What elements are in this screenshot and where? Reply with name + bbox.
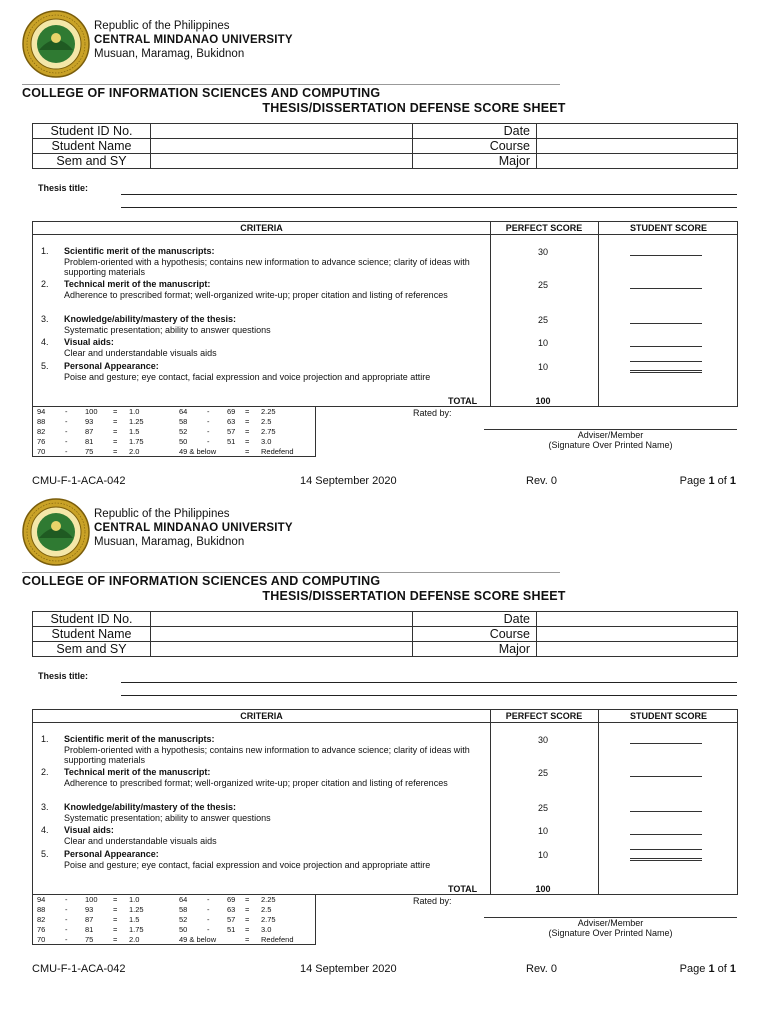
student-score-line[interactable] [630, 372, 702, 373]
college-name: COLLEGE OF INFORMATION SCIENCES AND COMPUTING [22, 574, 381, 588]
student-score-line[interactable] [630, 743, 702, 744]
grading-equals: = [245, 915, 250, 924]
grading-equals: = [245, 437, 250, 446]
form-code: CMU-F-1-ACA-042 [32, 963, 126, 975]
university-seal-icon [22, 10, 90, 78]
grading-range-high: 57 [227, 915, 236, 924]
grading-equals: = [113, 925, 118, 934]
page-total: 1 [729, 475, 736, 487]
major-label: Major [413, 154, 537, 169]
student-score-line[interactable] [630, 811, 702, 812]
thesis-title-line[interactable] [121, 695, 737, 696]
grading-dash: - [65, 905, 68, 914]
grading-range-low: 88 [37, 417, 46, 426]
criterion-description: Systematic presentation; ability to answer questions [64, 813, 271, 823]
grading-row [33, 437, 317, 447]
grading-range-high: 87 [85, 427, 94, 436]
republic-text: Republic of the Philippines [94, 508, 230, 520]
column-divider [490, 222, 491, 406]
criterion-title: Scientific merit of the manuscripts: [64, 246, 215, 256]
grading-grade: 1.75 [129, 925, 144, 934]
grading-range-low: 58 [179, 417, 188, 426]
student-score-header: STUDENT SCORE [629, 711, 707, 721]
grading-range-low: 50 [179, 437, 188, 446]
header-divider [33, 722, 737, 723]
student-info-table [32, 611, 738, 657]
grading-dash: - [65, 915, 68, 924]
criterion-title: Visual aids: [64, 337, 114, 347]
grading-dash: - [65, 925, 68, 934]
grading-range-low: 50 [179, 925, 188, 934]
criteria-table [32, 709, 738, 895]
grading-dash: - [65, 437, 68, 446]
grading-equals: = [113, 447, 118, 456]
criterion-number: 1. [41, 734, 49, 744]
criteria-header: CRITERIA [240, 711, 283, 721]
grading-grade: Redefend [261, 935, 294, 944]
criterion-description: Clear and understandable visuals aids [64, 348, 217, 358]
criterion-description: Adherence to prescribed format; well-organized write-up; proper citation and listing of references [64, 778, 448, 788]
of-word: of [717, 475, 727, 487]
grading-range-high: 93 [85, 417, 94, 426]
grading-row [33, 935, 317, 945]
grading-equals: = [113, 417, 118, 426]
college-name: COLLEGE OF INFORMATION SCIENCES AND COMPUTING [22, 86, 381, 100]
grading-equals: = [245, 417, 250, 426]
grading-row [33, 925, 317, 935]
rated-by-label: Rated by: [413, 408, 452, 418]
grading-grade: 2.75 [261, 427, 276, 436]
perfect-score-value: 30 [537, 247, 548, 257]
grading-row [33, 417, 317, 427]
criterion-number: 4. [41, 337, 49, 347]
sheet-title: THESIS/DISSERTATION DEFENSE SCORE SHEET [262, 101, 566, 115]
student-id-label: Student ID No. [33, 612, 151, 627]
course-label: Course [413, 627, 537, 642]
student-name-field[interactable] [151, 139, 413, 154]
grading-grade: 2.0 [129, 935, 140, 944]
grading-range-high: 51 [227, 925, 236, 934]
adviser-label: Adviser/Member [577, 430, 644, 440]
sem-sy-field[interactable] [151, 642, 413, 657]
criterion-number: 5. [41, 849, 49, 859]
grading-equals: = [245, 895, 250, 904]
perfect-score-value: 25 [537, 280, 548, 290]
grading-row [33, 895, 317, 905]
score-sheet [0, 0, 768, 488]
student-id-field[interactable] [151, 612, 413, 627]
student-id-label: Student ID No. [33, 124, 151, 139]
score-sheet [0, 488, 768, 976]
student-score-header: STUDENT SCORE [629, 223, 707, 233]
grading-range-low: 70 [37, 935, 46, 944]
grading-dash: - [65, 447, 68, 456]
grading-dash: - [207, 925, 210, 934]
grading-dash: - [207, 895, 210, 904]
sem-sy-label: Sem and SY [33, 154, 151, 169]
student-score-line[interactable] [630, 849, 702, 850]
grading-row [33, 915, 317, 925]
grading-grade: 1.0 [129, 407, 140, 416]
student-name-field[interactable] [151, 627, 413, 642]
grading-equals: = [245, 407, 250, 416]
grading-grade: 3.0 [261, 925, 272, 934]
criterion-title: Technical merit of the manuscript: [64, 767, 211, 777]
criterion-description: Clear and understandable visuals aids [64, 836, 217, 846]
signature-caption [484, 430, 737, 450]
student-score-line[interactable] [630, 255, 702, 256]
criterion-description: Problem-oriented with a hypothesis; contains new information to advance science; clarity of ideas with supporting materials [64, 257, 470, 277]
grading-row [33, 427, 317, 437]
grading-equals: = [245, 925, 250, 934]
university-address: Musuan, Maramag, Bukidnon [94, 48, 245, 60]
form-date: 14 September 2020 [300, 475, 397, 487]
header-rule [22, 84, 560, 85]
grading-grade: 2.75 [261, 915, 276, 924]
university-block [94, 19, 293, 61]
criterion-description: Poise and gesture; eye contact, facial expression and voice projection and appropriate attire [64, 372, 431, 382]
student-score-line[interactable] [630, 288, 702, 289]
grading-row [33, 447, 317, 457]
perfect-score-value: 10 [537, 362, 548, 372]
student-score-line[interactable] [630, 361, 702, 362]
grading-range-high: 69 [227, 407, 236, 416]
thesis-title-label: Thesis title: [38, 183, 89, 193]
grading-range-low: 94 [37, 895, 46, 904]
criterion-title: Technical merit of the manuscript: [64, 279, 211, 289]
grading-range-high: 57 [227, 427, 236, 436]
grading-row [33, 407, 317, 417]
grading-range-high: 100 [85, 407, 98, 416]
header-divider [33, 234, 737, 235]
date-label: Date [413, 124, 537, 139]
major-label: Major [413, 642, 537, 657]
grading-range-low: 94 [37, 407, 46, 416]
major-field[interactable] [537, 642, 738, 657]
criterion-number: 3. [41, 802, 49, 812]
perfect-score-value: 10 [537, 338, 548, 348]
grading-grade: Redefend [261, 447, 294, 456]
grading-dash: - [65, 417, 68, 426]
grading-grade: 1.25 [129, 417, 144, 426]
criteria-table [32, 221, 738, 407]
column-divider [598, 710, 599, 894]
grading-row [33, 905, 317, 915]
grading-grade: 1.5 [129, 915, 140, 924]
total-label: TOTAL [448, 396, 478, 406]
grading-range-high: 93 [85, 905, 94, 914]
total-value: 100 [535, 884, 551, 894]
grading-dash: - [65, 935, 68, 944]
signature-label: (Signature Over Printed Name) [548, 440, 673, 450]
form-revision: Rev. 0 [526, 963, 557, 975]
perfect-score-value: 10 [537, 850, 548, 860]
grading-equals: = [113, 407, 118, 416]
grading-dash: - [207, 905, 210, 914]
university-block [94, 507, 293, 549]
grading-dash: - [65, 895, 68, 904]
grading-range-high: 100 [85, 895, 98, 904]
grading-dash: - [65, 407, 68, 416]
thesis-title-line[interactable] [121, 682, 737, 683]
grading-range-low: 58 [179, 905, 188, 914]
grading-range-low: 64 [179, 895, 188, 904]
adviser-label: Adviser/Member [577, 918, 644, 928]
perfect-score-header: PERFECT SCORE [505, 711, 583, 721]
grading-grade: 1.5 [129, 427, 140, 436]
signature-label: (Signature Over Printed Name) [548, 928, 673, 938]
form-revision: Rev. 0 [526, 475, 557, 487]
grading-equals: = [245, 935, 250, 944]
criterion-description: Systematic presentation; ability to answer questions [64, 325, 271, 335]
grading-grade: 2.25 [261, 895, 276, 904]
sem-sy-label: Sem and SY [33, 642, 151, 657]
grading-range-low: 76 [37, 437, 46, 446]
grading-range-high: 63 [227, 417, 236, 426]
criterion-description: Poise and gesture; eye contact, facial expression and voice projection and appropriate attire [64, 860, 431, 870]
total-label: TOTAL [448, 884, 478, 894]
form-date: 14 September 2020 [300, 963, 397, 975]
criteria-header: CRITERIA [240, 223, 283, 233]
criterion-description: Adherence to prescribed format; well-organized write-up; proper citation and listing of references [64, 290, 448, 300]
grading-grade: 1.0 [129, 895, 140, 904]
student-score-line[interactable] [630, 858, 702, 859]
date-label: Date [413, 612, 537, 627]
rated-by-label: Rated by: [413, 896, 452, 906]
grading-range-low: 52 [179, 915, 188, 924]
criterion-title: Personal Appearance: [64, 361, 159, 371]
grading-range-high: 69 [227, 895, 236, 904]
grading-equals: = [113, 905, 118, 914]
grading-range-high: 75 [85, 447, 94, 456]
student-score-line[interactable] [630, 834, 702, 835]
grading-range-low: 88 [37, 905, 46, 914]
column-divider [490, 710, 491, 894]
sheet-title: THESIS/DISSERTATION DEFENSE SCORE SHEET [262, 589, 566, 603]
column-divider [598, 222, 599, 406]
criterion-number: 4. [41, 825, 49, 835]
grading-grade: 1.25 [129, 905, 144, 914]
of-word: of [717, 963, 727, 975]
thesis-title-line[interactable] [121, 207, 737, 208]
criterion-number: 2. [41, 279, 49, 289]
grading-range-high: 51 [227, 437, 236, 446]
grading-range-high: 87 [85, 915, 94, 924]
grading-dash: - [207, 417, 210, 426]
total-value: 100 [535, 396, 551, 406]
grading-grade: 2.0 [129, 447, 140, 456]
grading-grade: 2.25 [261, 407, 276, 416]
grading-dash: - [207, 427, 210, 436]
university-name: CENTRAL MINDANAO UNIVERSITY [94, 34, 293, 46]
criterion-title: Scientific merit of the manuscripts: [64, 734, 215, 744]
student-id-field[interactable] [151, 124, 413, 139]
grading-range-low: 52 [179, 427, 188, 436]
grading-equals: = [113, 935, 118, 944]
grading-equals: = [245, 447, 250, 456]
student-score-line[interactable] [630, 860, 702, 861]
grading-range-low: 82 [37, 427, 46, 436]
criterion-title: Knowledge/ability/mastery of the thesis: [64, 314, 237, 324]
header-rule [22, 572, 560, 573]
perfect-score-value: 10 [537, 826, 548, 836]
sem-sy-field[interactable] [151, 154, 413, 169]
date-field[interactable] [537, 124, 738, 139]
student-score-line[interactable] [630, 346, 702, 347]
university-name: CENTRAL MINDANAO UNIVERSITY [94, 522, 293, 534]
page-indicator [680, 963, 736, 975]
criterion-number: 1. [41, 246, 49, 256]
page-word: Page [679, 963, 706, 975]
page-indicator [680, 475, 736, 487]
grading-range-high: 81 [85, 437, 94, 446]
perfect-score-value: 25 [537, 768, 548, 778]
grading-equals: = [245, 427, 250, 436]
student-info-table [32, 123, 738, 169]
grading-range-low: 70 [37, 447, 46, 456]
grading-grade: 2.5 [261, 905, 272, 914]
grading-range-high: 63 [227, 905, 236, 914]
criterion-description: Problem-oriented with a hypothesis; contains new information to advance science; clarity of ideas with supporting materials [64, 745, 470, 765]
major-field[interactable] [537, 154, 738, 169]
course-label: Course [413, 139, 537, 154]
grading-equals: = [113, 427, 118, 436]
signature-caption [484, 918, 737, 938]
student-name-label: Student Name [33, 627, 151, 642]
grading-dash: - [65, 427, 68, 436]
grading-range-low: 76 [37, 925, 46, 934]
perfect-score-header: PERFECT SCORE [505, 223, 583, 233]
student-score-line[interactable] [630, 776, 702, 777]
page-number: 1 [708, 475, 715, 487]
perfect-score-value: 25 [537, 803, 548, 813]
page-number: 1 [708, 963, 715, 975]
perfect-score-value: 25 [537, 315, 548, 325]
criterion-title: Visual aids: [64, 825, 114, 835]
criterion-number: 3. [41, 314, 49, 324]
form-code: CMU-F-1-ACA-042 [32, 475, 126, 487]
grading-range-low: 49 & below [179, 447, 217, 456]
criterion-number: 2. [41, 767, 49, 777]
perfect-score-value: 30 [537, 735, 548, 745]
criterion-title: Personal Appearance: [64, 849, 159, 859]
grading-range-low: 49 & below [179, 935, 217, 944]
grading-equals: = [113, 895, 118, 904]
student-score-line[interactable] [630, 323, 702, 324]
republic-text: Republic of the Philippines [94, 20, 230, 32]
student-score-line[interactable] [630, 370, 702, 371]
grading-grade: 2.5 [261, 417, 272, 426]
thesis-title-line[interactable] [121, 194, 737, 195]
criterion-number: 5. [41, 361, 49, 371]
grading-equals: = [113, 437, 118, 446]
grading-range-low: 82 [37, 915, 46, 924]
course-field[interactable] [537, 139, 738, 154]
page-word: Page [679, 475, 706, 487]
page-total: 1 [729, 963, 736, 975]
grading-dash: - [207, 407, 210, 416]
grading-range-high: 75 [85, 935, 94, 944]
grading-range-low: 64 [179, 407, 188, 416]
university-seal-icon [22, 498, 90, 566]
grading-equals: = [245, 905, 250, 914]
grading-scale [32, 407, 316, 457]
grading-grade: 3.0 [261, 437, 272, 446]
thesis-title-label: Thesis title: [38, 671, 89, 681]
grading-dash: - [207, 437, 210, 446]
grading-range-high: 81 [85, 925, 94, 934]
university-address: Musuan, Maramag, Bukidnon [94, 536, 245, 548]
student-name-label: Student Name [33, 139, 151, 154]
grading-scale [32, 895, 316, 945]
criterion-title: Knowledge/ability/mastery of the thesis: [64, 802, 237, 812]
course-field[interactable] [537, 627, 738, 642]
grading-grade: 1.75 [129, 437, 144, 446]
grading-dash: - [207, 915, 210, 924]
grading-equals: = [113, 915, 118, 924]
date-field[interactable] [537, 612, 738, 627]
